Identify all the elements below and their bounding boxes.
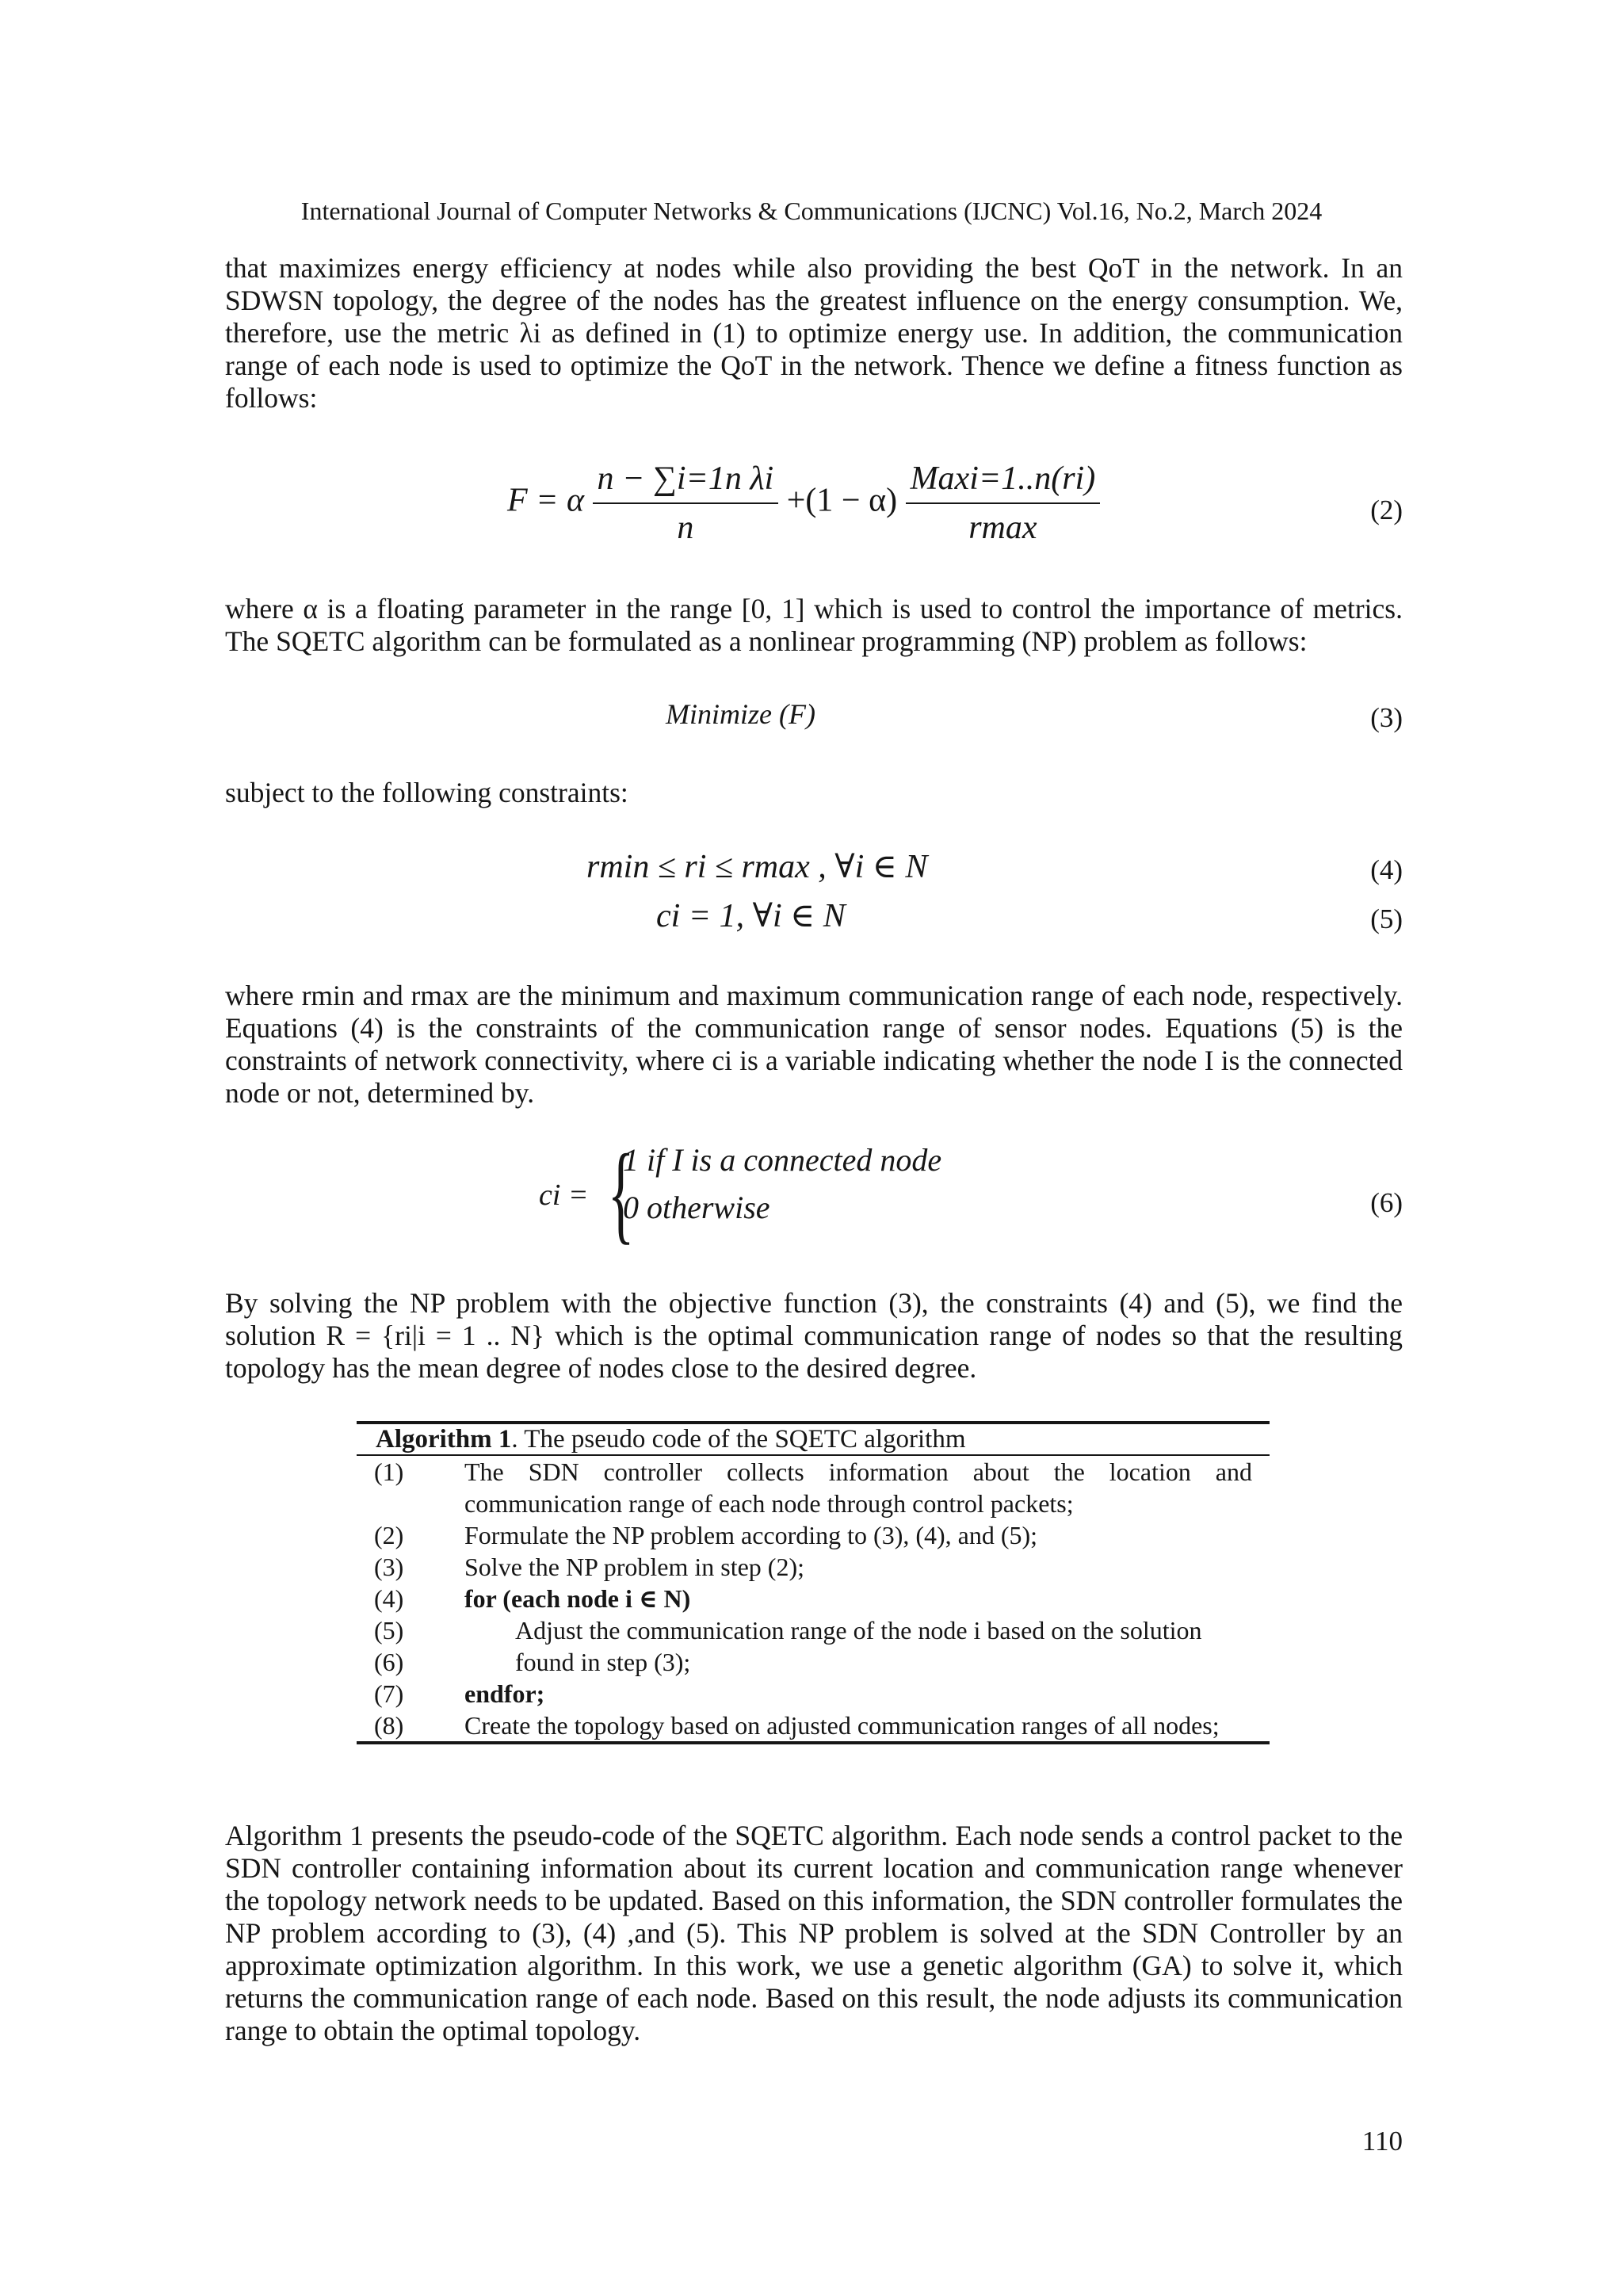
paragraph-alpha: where α is a floating parameter in the range [0, 1] which is used to control the importance of metrics. The SQETC algorithm can be formulated as a nonlinear programming (NP) problem as follows:: [225, 593, 1403, 657]
algo-step-text: endfor;: [464, 1679, 545, 1708]
eq2-denominator-1: n: [677, 510, 694, 546]
journal-header: International Journal of Computer Networks & Communications (IJCNC) Vol.16, No.2, March 2024: [300, 197, 1323, 225]
algo-step-number: (8): [374, 1711, 404, 1740]
eq5-number: (5): [1370, 904, 1403, 934]
algorithm-1: [357, 1421, 1270, 1744]
algo-step-number: (4): [374, 1584, 404, 1613]
algo-title: [357, 1424, 1270, 1454]
equation-5: ci = 1, ∀i ∈ N: [656, 898, 846, 934]
algo-step: [357, 1678, 1270, 1710]
algo-step: [357, 1551, 1270, 1583]
paragraph-range: where rmin and rmax are the minimum and maximum communication range of each node, respectively. Equations (4) is the constraints of the communication range of sensor nodes. Equations (5) is the constraints of network connectivity, where ci is a variable indicating whether the node I is the connected node or not, determined by.: [225, 980, 1403, 1109]
eq2-middle: +(1 − α): [786, 482, 898, 519]
eq2-numerator-2: Maxi=1..n(ri): [906, 460, 1101, 504]
algo-steps: [357, 1456, 1270, 1741]
equation-4: rmin ≤ ri ≤ rmax , ∀i ∈ N: [586, 849, 928, 885]
eq2-lhs: F = α: [507, 482, 585, 519]
equation-3: Minimize (F): [666, 698, 815, 730]
eq6-case-1: 1 if I is a connected node: [623, 1142, 942, 1178]
algo-step-text: for (each node i ∈ N): [464, 1584, 691, 1613]
algo-step: [357, 1456, 1270, 1519]
paragraph-constraints: subject to the following constraints:: [225, 777, 628, 808]
paragraph-summary: Algorithm 1 presents the pseudo-code of the SQETC algorithm. Each node sends a control packet to the SDN controller containing information about its current location and communication range whenever the topology network needs to be updated. Based on this information, the SDN controller formulates the NP problem according to (3), (4) ,and (5). This NP problem is solved at the SDN Controller by an approximate optimization algorithm. In this work, we use a genetic algorithm (GA) to solve it, which returns the communication range of each node. Based on this result, the node adjusts its communication range to obtain the optimal topology.: [225, 1820, 1403, 2046]
algo-step: [357, 1710, 1270, 1741]
eq6-lhs: ci =: [539, 1179, 589, 1212]
eq4-number: (4): [1370, 854, 1403, 885]
eq3-number: (3): [1370, 702, 1403, 733]
algo-step-number: (1): [374, 1457, 404, 1486]
algo-step-number: (2): [374, 1521, 404, 1549]
algo-step-text: Solve the NP problem in step (2);: [464, 1553, 804, 1581]
algo-step: [357, 1583, 1270, 1614]
paragraph-intro: that maximizes energy efficiency at nodes while also providing the best QoT in the network. In an SDWSN topology, the degree of the nodes has the greatest influence on the energy consumption. We, therefore, use the metric λi as defined in (1) to optimize energy use. In addition, the communication range of each node is used to optimize the QoT in the network. Thence we define a fitness function as follows:: [225, 252, 1403, 414]
eq2-denominator-2: rmax: [968, 510, 1037, 546]
paragraph-solution: By solving the NP problem with the objective function (3), the constraints (4) and (5), we find the solution R = {ri|i = 1 .. N} which is the optimal communication range of nodes so that the resulting topology has the mean degree of nodes close to the desired degree.: [225, 1287, 1403, 1384]
algo-step-text: Formulate the NP problem according to (3), (4), and (5);: [464, 1521, 1038, 1549]
eq6-brace: {: [607, 1132, 635, 1255]
equation-2: [507, 460, 1100, 547]
eq2-fraction-1: [593, 460, 779, 547]
algo-title-bold: Algorithm 1: [376, 1425, 512, 1454]
algo-step-text: found in step (3);: [515, 1648, 691, 1676]
algo-step-number: (3): [374, 1553, 404, 1581]
eq2-numerator-1: n − ∑i=1n λi: [593, 460, 779, 504]
algo-step-number: (7): [374, 1679, 404, 1708]
algo-step: [357, 1519, 1270, 1551]
algo-step-number: (5): [374, 1616, 404, 1645]
eq6-case-2: 0 otherwise: [623, 1190, 770, 1225]
eq2-number: (2): [1370, 495, 1403, 525]
algo-step: [357, 1614, 1270, 1646]
algo-title-rest: . The pseudo code of the SQETC algorithm: [511, 1425, 966, 1454]
algo-bottom-rule: [357, 1741, 1270, 1744]
eq6-number: (6): [1370, 1187, 1403, 1218]
page-number: 110: [1361, 2126, 1403, 2157]
algo-step-number: (6): [374, 1648, 404, 1676]
eq2-fraction-2: [906, 460, 1101, 547]
algo-step-text: The SDN controller collects information about the location and communication range of each node through control packets;: [464, 1457, 1252, 1518]
algo-step-text: Adjust the communication range of the node i based on the solution: [515, 1616, 1202, 1645]
algo-step-text: Create the topology based on adjusted communication ranges of all nodes;: [464, 1711, 1220, 1740]
algo-step: [357, 1646, 1270, 1678]
